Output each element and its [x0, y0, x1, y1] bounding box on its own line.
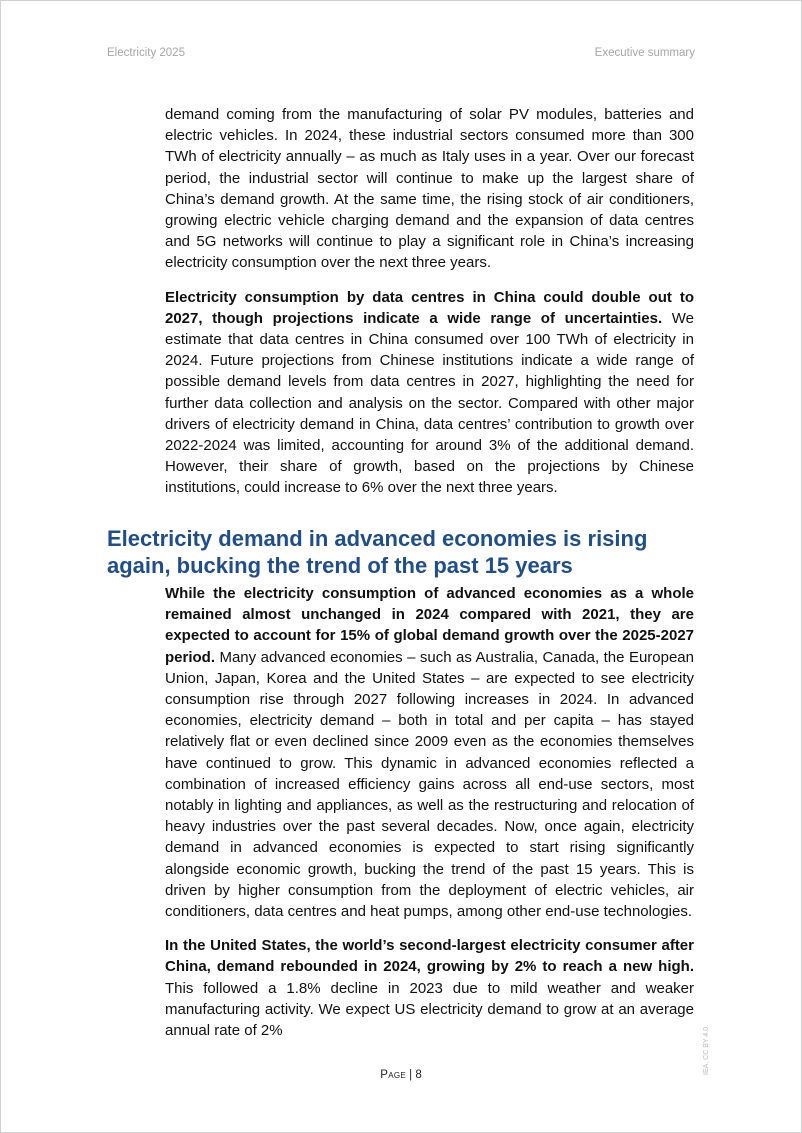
paragraph-lead: In the United States, the world’s second-largest electricity consumer after China, demand rebounded in 2024, growing by 2% to reach a new high. [165, 937, 694, 976]
license-note: IEA. CC BY 4.0. [703, 1024, 710, 1075]
page-number: 8 [415, 1069, 422, 1081]
paragraph-body: Many advanced economies – such as Australia, Canada, the European Union, Japan, Korea and the United States – are expected to see electricity consumption rise through 2027 following increases in 2024. In advanced economies, electricity demand – both in total and per capita – has stayed relatively flat or even declined since 2009 even as the economies themselves have continued to grow. This dynamic in advanced economies reflected a combination of increased efficiency gains across all end-use sectors, most notably in lighting and appliances, as well as the restructuring and relocation of heavy industries over the past several decades. Now, once again, electricity demand in advanced economies is expected to start rising significantly alongside economic growth, bucking the trend of the past 15 years. This is driven by higher consumption from the deployment of electric vehicles, air conditioners, data centres and heat pumps, among other end-use technologies. [165, 648, 694, 921]
paragraph-body: demand coming from the manufacturing of solar PV modules, batteries and electric vehicles. In 2024, these industrial sectors consumed more than 300 TWh of electricity annually – as much as Italy uses in a year. Over our forecast period, the industrial sector will continue to make up the largest share of China’s demand growth. At the same time, the rising stock of air conditioners, growing electric vehicle charging demand and the expansion of data centres and 5G networks will continue to play a significant role in China’s increasing electricity consumption over the next three years. [165, 106, 694, 272]
paragraph-lead: Electricity consumption by data centres in China could double out to 2027, though projections indicate a wide range of uncertainties. [165, 288, 694, 327]
page-label: Page [380, 1069, 406, 1081]
section-title: Executive summary [594, 47, 695, 59]
paragraph-body: This followed a 1.8% decline in 2023 due to mild weather and weaker manufacturing activity. We expect US electricity demand to grow at an average annual rate of 2% [165, 979, 694, 1040]
page-footer [0, 1069, 802, 1081]
report-title: Electricity 2025 [107, 47, 185, 59]
paragraph [165, 935, 694, 1041]
body-text-bottom [165, 583, 694, 1054]
paragraph-lead: While the electricity consumption of advanced economies as a whole remained almost unchanged in 2024 compared with 2021, they are expected to account for 15% of global demand growth over the 2025-2027 period. [165, 585, 694, 666]
body-text-top [165, 104, 694, 512]
paragraph [165, 583, 694, 922]
page-separator: | [405, 1069, 416, 1081]
running-header [107, 47, 695, 59]
paragraph [165, 287, 694, 499]
paragraph-body: We estimate that data centres in China consumed over 100 TWh of electricity in 2024. Future projections from Chinese institutions indicate a wide range of possible demand levels from data centres in 2027, highlighting the need for further data collection and analysis on the sector. Compared with other major drivers of electricity demand in China, data centres’ contribution to growth over 2022-2024 was limited, accounting for around 3% of the additional demand. However, their share of growth, based on the projections by Chinese institutions, could increase to 6% over the next three years. [165, 309, 694, 497]
section-heading: Electricity demand in advanced economies is rising again, bucking the trend of the past 15 years [107, 526, 648, 578]
paragraph [165, 104, 694, 274]
